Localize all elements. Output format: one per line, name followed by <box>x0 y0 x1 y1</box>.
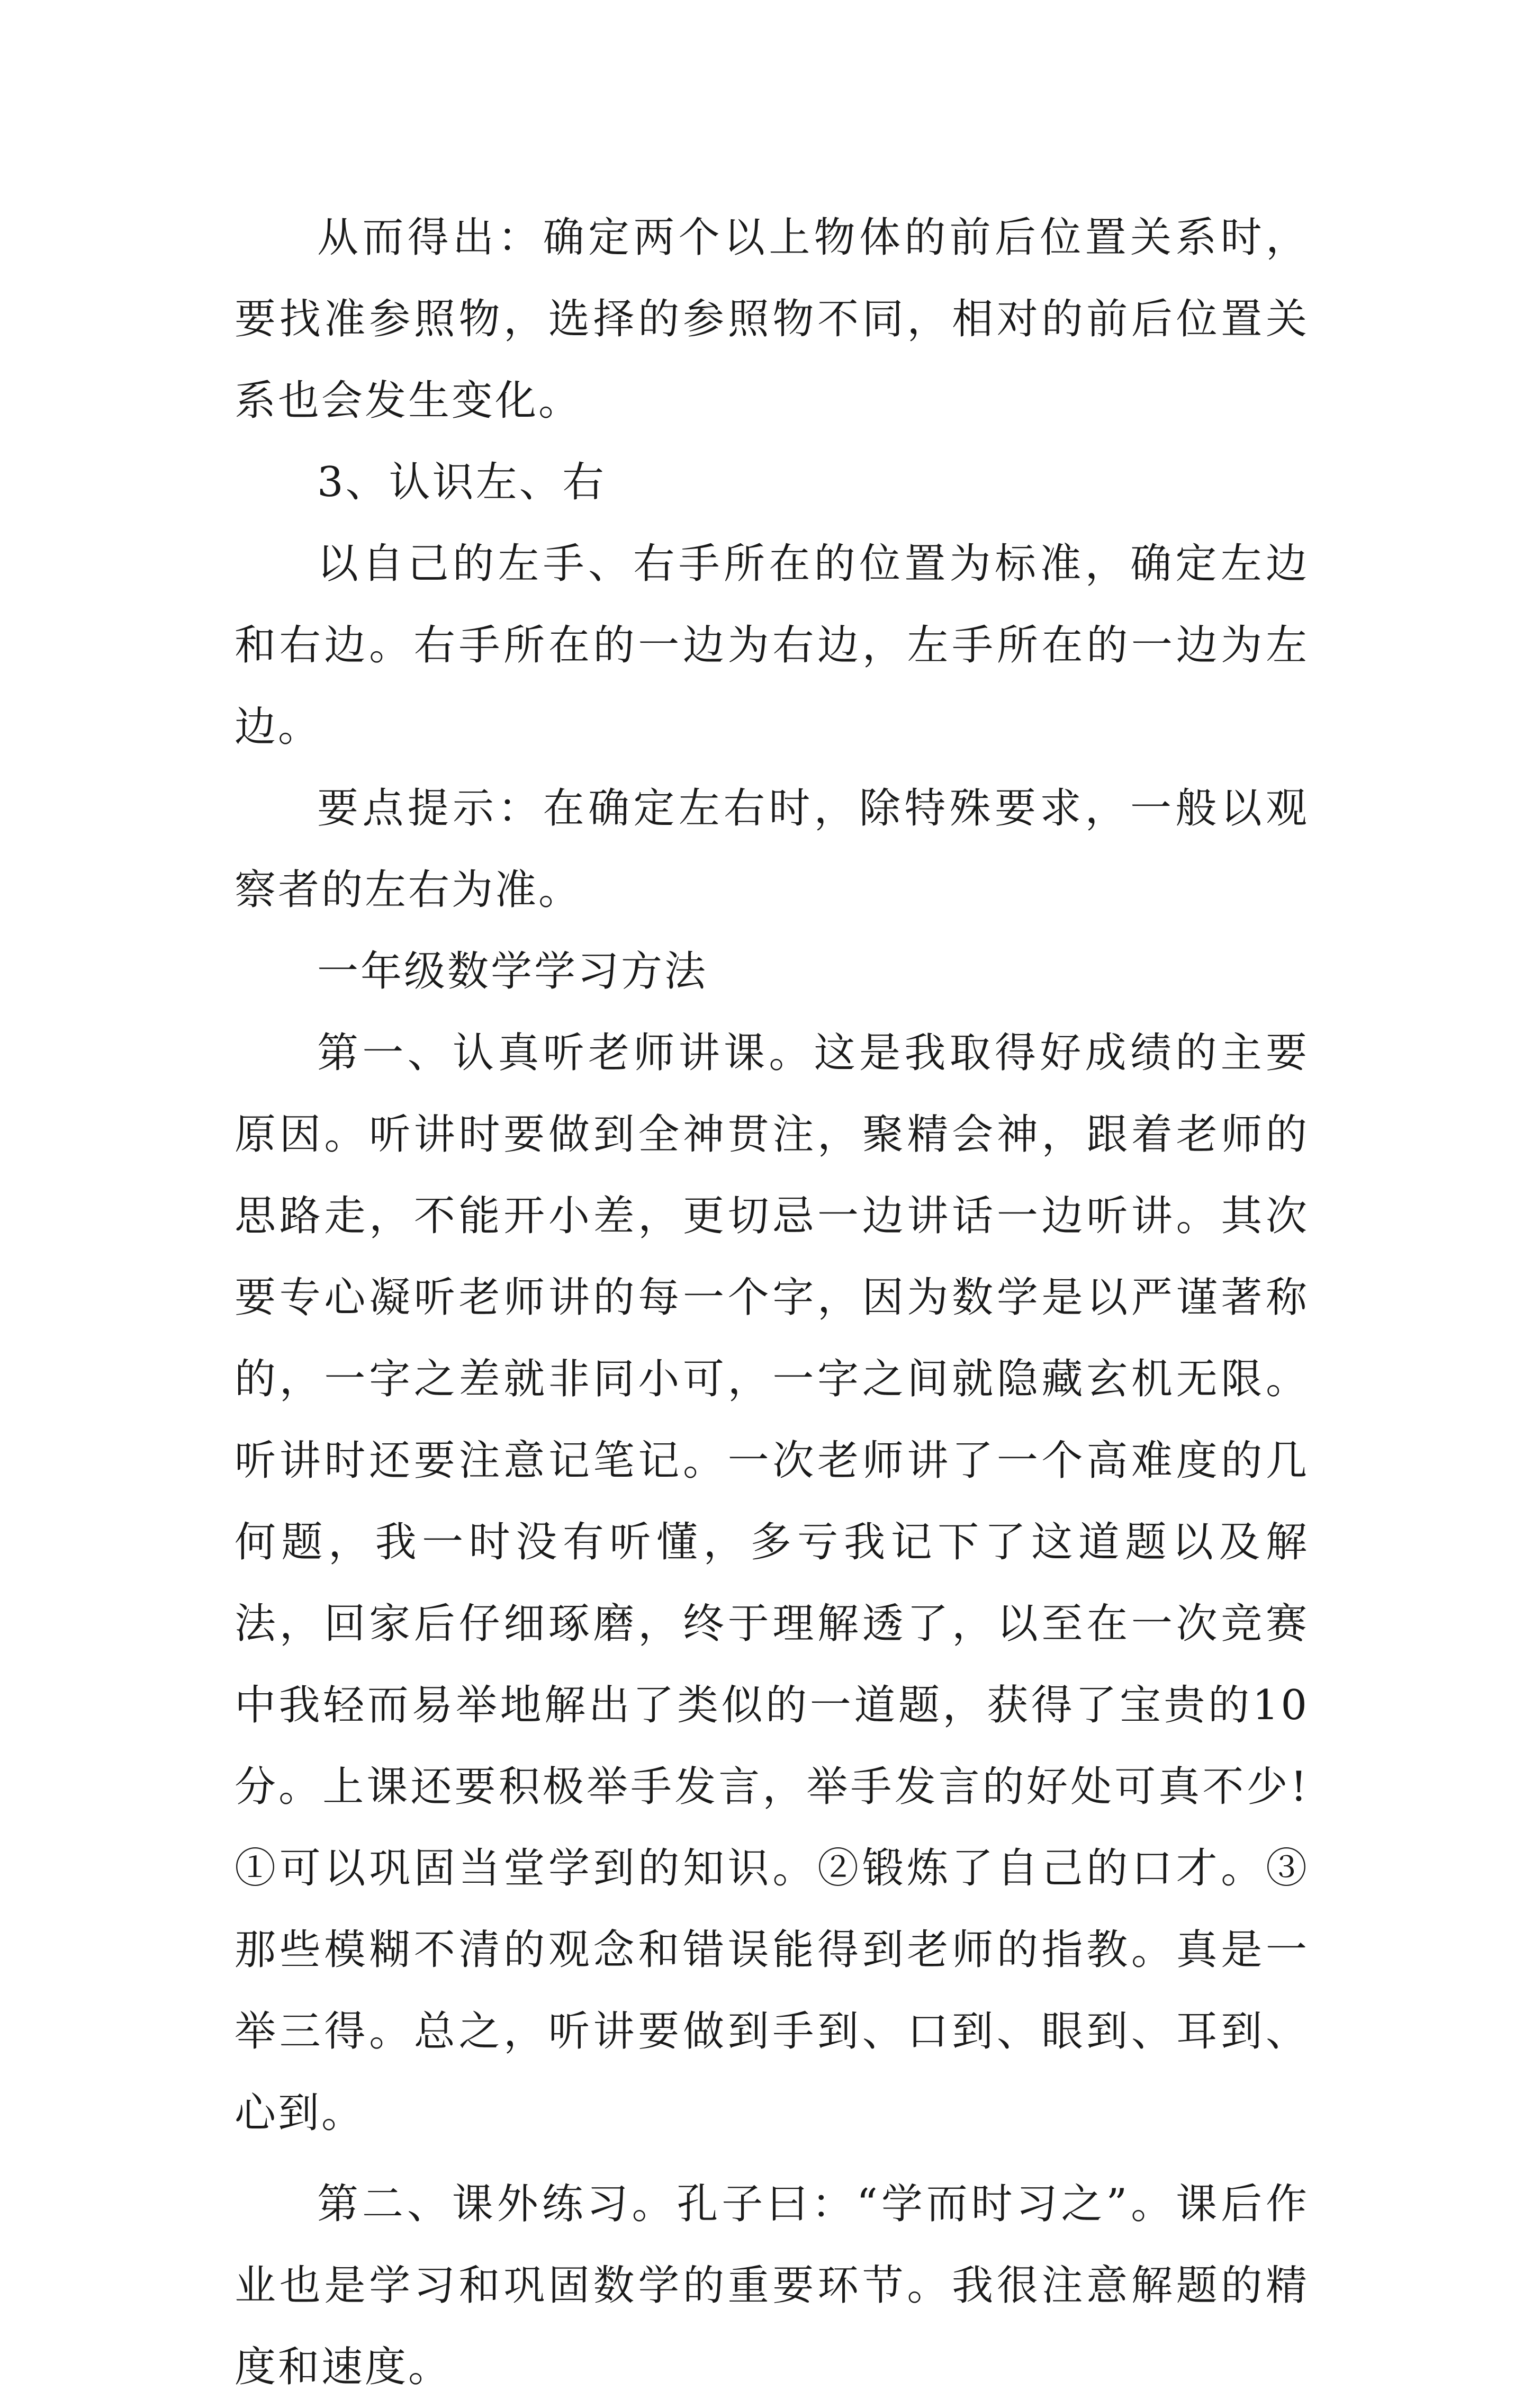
heading-study-methods: 一年级数学学习方法 <box>317 948 708 995</box>
paragraph-method-one: 第一、认真听老师讲课。这是我取得好成绩的主要原因。听讲时要做到全神贯注，聚精会神，跟着老师的思路走，不能开小差，更切忌一边讲话一边听讲。其次要专心凝听老师讲的每一个字，因为数学是以严谨著称的，一字之差就非同小可，一字之间就隐藏玄机无限。听讲时还要注意记笔记。一次老师讲了一个高难度的几何题，我一时没有听懂，多亏我记下了这道题以及解法，回家后仔细琢磨，终于理解透了，以至在一次竞赛中我轻而易举地解出了类似的一道题，获得了宝贵的10分。上课还要积极举手发言，举手发言的好处可真不少!①可以巩固当堂学到的知识。②锻炼了自己的口才。③那些模糊不清的观念和错误能得到老师的指教。真是一举三得。总之，听讲要做到手到、口到、眼到、耳到、心到。 <box>235 1029 1309 2137</box>
paragraph-method-two: 第二、课外练习。孔子曰：“学而时习之”。课后作业也是学习和巩固数学的重要环节。我很注意解题的精度和速度。 <box>235 2180 1309 2391</box>
paragraph-key-points: 要点提示：在确定左右时，除特殊要求，一般以观察者的左右为准。 <box>235 785 1309 914</box>
paragraph-left-right-definition: 以自己的左手、右手所在的位置为标准，确定左边和右边。右手所在的一边为右边，左手所在的一边为左边。 <box>235 540 1309 751</box>
section-heading-left-right: 3、认识左、右 <box>317 459 606 506</box>
paragraph-conclusion: 从而得出：确定两个以上物体的前后位置关系时，要找准参照物，选择的参照物不同，相对的前后位置关系也会发生变化。 <box>235 214 1309 425</box>
document-body <box>235 197 1309 2408</box>
